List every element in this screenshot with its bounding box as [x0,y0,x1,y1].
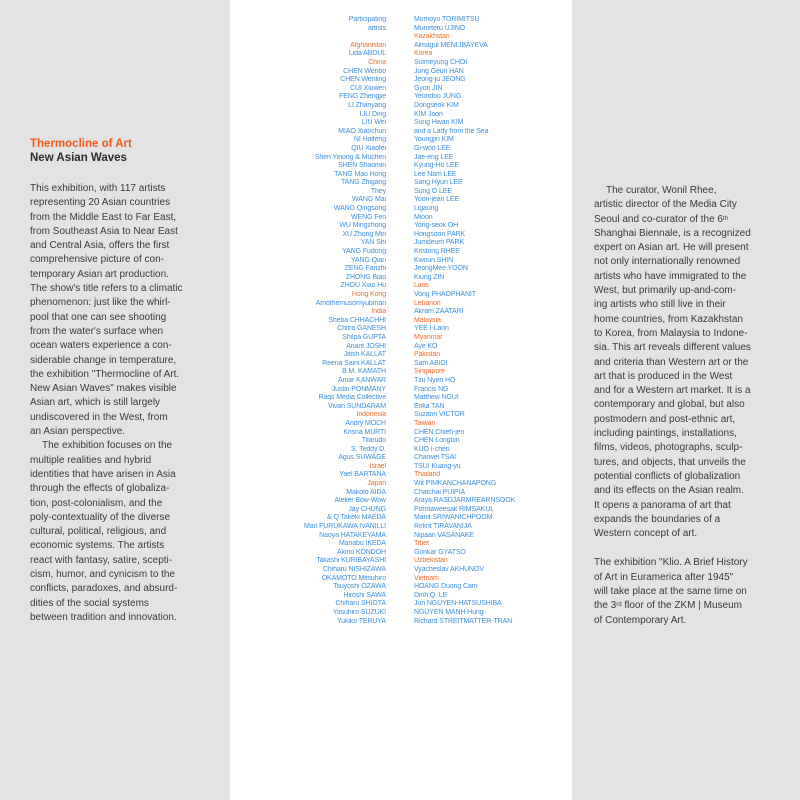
artist-name: OKAMOTO Mitsuhiro [321,574,386,582]
artist-name: ZHOU Xiao Hu [340,282,386,290]
artist-name: Lee Nam LEE [414,170,457,178]
text-line: of Contemporary Art. [594,614,687,626]
text-line: The exhibition focuses on the [42,440,173,452]
artist-name: Sang Hyun LEE [414,179,463,187]
artist-name [304,33,386,42]
text-line: from the water's surface when [30,325,164,337]
artist-name: Jun NGUYEN-HATSUSHIBA [414,600,502,608]
artist-name: Tsuyoshi OZAWA [333,583,386,591]
text-line: temporary Asian art production. [30,268,169,280]
artist-name: Kristong RHEE [414,248,460,256]
text-line: ocean waters experience a con- [30,340,172,352]
text-line: ing artists who still live in their [594,299,726,311]
artist-name: ZHONG Biao [345,273,386,281]
artist-name: XU Zhong Min [342,230,386,238]
artist-name: Sung Hwan KIM [414,119,464,127]
artist-name: Suzann VICTOR [414,411,465,419]
text-line: sia. This art reveals different values [594,342,751,354]
country-heading: Laos [414,282,429,290]
artist-name: WANG Qingsong [333,205,386,213]
artist-name: Wit PIMKANCHANAPONG [414,480,497,488]
country-heading: Japan [367,480,386,488]
text-line: and for a Western art market. It is a [594,385,751,397]
text-line: from the Middle East to Far East, [30,211,177,223]
artist-name: Charwei TSAI [414,454,456,462]
artist-name: Vivan SUNDARAM [328,402,386,410]
exhibition-subtitle: New Asian Waves [30,152,127,164]
artist-name: LI Zhanyang [348,101,386,109]
country-heading: Myanmar [414,333,443,341]
text-line: Shanghai Biennale, is a recognized [594,227,751,239]
artist-name: Porntaweesak RIMSAKUL [414,505,494,513]
artist-name: Suimeyung CHOI [414,58,468,66]
artist-name: LIU Wei [361,119,386,127]
artist-name: CUI Xiuwen [350,84,386,92]
artist-name: TANG Mao Hong [334,170,386,178]
artist-name: Participating [348,16,386,23]
text-line: conflicts, paradoxes, and absurd- [30,583,178,595]
text-line: identities that have arisen in Asia [30,468,176,480]
artist-name: Vong PHAOPHANIT [414,291,476,298]
text-line: New Asian Waves" makes visible [30,383,177,395]
artist-name: Chiharu NISHIZAWA [322,566,386,573]
text-line: pool that one can see shooting [30,311,167,323]
text-line: not only internationally renowned [594,256,741,268]
artist-name: B.M. KAMATH [342,368,386,376]
country-heading: Kazakhstan [414,33,450,41]
artist-name: QIU Xiaofei [351,144,386,152]
artist-name: Sam ABIDI [414,359,448,367]
curator-paragraph [594,184,784,541]
text-line: including paintings, installations, [594,428,737,440]
artist-name: Akino KONDOH [337,548,386,556]
country-heading: Taiwan [414,419,436,427]
country-heading: Pakistan [414,351,441,359]
artist-name: They [370,187,386,195]
artist-name: Krisna MURTI [343,428,386,436]
country-heading: Tibet [414,540,429,548]
artist-name: Richard STREITMATTER-TRAN [414,617,513,625]
artist-name: Araya RASDJARMREARNSOOK [414,497,516,505]
artist-name: Youngjin KIM [414,136,454,144]
text-line: of Art in Euramerica after 1945" [594,571,734,583]
artist-name: Yael BARTANA [339,471,386,479]
artist-name: Yukiko TERUYA [336,617,386,625]
text-line: siderable change in temperature, [30,354,177,366]
artist-name: Jitish KALLAT [343,351,386,359]
artist-name: Ligaung [414,205,439,213]
intro-text-column [30,137,216,625]
artist-name: WU Mingzhong [339,222,386,230]
artist-name: LIU Ding [359,110,386,118]
intro-paragraph [30,182,216,439]
artist-name: HOANG Duong Cam [414,583,478,591]
artist-name: Matthew NGUI [414,394,459,402]
country-heading: Singapore [414,368,446,376]
artist-name: Chatchai PUIPIA [414,488,466,496]
country-heading: Malaysia [414,316,441,324]
klio-exhibition-paragraph [594,556,784,627]
text-line: and its effects on the Asian realm. [594,485,744,497]
artist-name: Anant JOSHI [346,342,386,350]
artist-name: YAN Shi [360,239,386,247]
country-heading: Uzbekistan [414,557,448,565]
text-line: Seoul and co-curator of the 6th [594,213,728,225]
text-line: postmodern and post-ethnic art, [594,413,736,425]
artist-name: Muneteru UJINO [414,24,466,32]
artist-name: Yong-seok OH [414,222,459,230]
text-line: phenomenon: just like the whirl- [30,297,171,309]
text-line: cultural, political, religious, and [30,526,167,538]
artist-name: JeongMee YOON [414,265,468,273]
text-line: potential conflicts of globalization [594,470,741,482]
text-line: the exhibition "Thermocline of Art. [30,368,180,380]
text-line: expands the boundaries of a [594,513,721,525]
artist-name: Dongseok KIM [414,101,459,109]
artist-name: Takashi KURIBAYASHI [316,557,386,565]
focus-paragraph [30,439,216,625]
artist-name: ZENG Fanzhi [344,265,386,273]
country-heading: Hong Kong [351,291,386,298]
artist-name: SHEN Shaomin [338,162,386,170]
artist-name: NGUYEN MANH Hung [414,608,484,616]
artist-name: KIM Joon [414,110,443,118]
artist-name: Jae-eng LEE [414,153,454,161]
text-line: between tradition and innovation. [30,611,177,623]
text-line: dities of the social systems [30,597,149,609]
text-line: artists who have immigrated to the [594,270,747,282]
text-line: Western concept of art. [594,528,698,540]
text-line: This exhibition, with 117 artists [30,183,166,194]
artist-list-left-column [304,16,386,626]
artist-name: Akram ZAATARI [414,308,464,316]
artist-name: CHEN Wenling [340,76,386,84]
text-line: The show's title refers to a climatic [30,283,183,295]
text-line: The exhibition "Klio. A Brief History [594,557,748,569]
artist-name: Agus SUWAGE [338,454,386,462]
artist-name: CHEN Wenbo [343,67,386,75]
artist-name: Tzu Nyen HO [414,376,456,384]
artist-name: Jeong-ju JEONG [414,76,466,84]
artist-name: Francis NG [414,385,449,393]
artist-name: & Q Takeki MAEDA [327,514,386,522]
artist-name: Erika TAN [414,402,445,410]
text-line: the 3rd floor of the ZKM | Museum [594,600,743,612]
artist-name: Shen Yinong & Muchen [314,153,386,161]
artist-name: Sung O LEE [414,187,452,195]
artist-name: Reena Saini KALLAT [322,359,386,367]
country-heading: Korea [414,50,433,58]
text-line: poly-contextuality of the diverse [30,511,171,523]
text-line: from Southeast Asia to Near East [30,225,178,237]
text-line: and Central Asia, offers the first [30,240,170,252]
artist-name: WANG Mai [352,196,386,204]
artist-name: Jay CHUNG [348,505,386,513]
curator-text-column [594,184,784,628]
text-line: contemporary and global, but also [594,399,745,411]
artist-name: Hiroshi SAWA [343,591,386,599]
country-heading: Lebanon [414,299,441,307]
country-heading: China [368,58,386,66]
artist-name: Vyacheslav AKHUNOV [414,566,484,573]
artist-name: Kiung ZIN [414,273,445,281]
country-heading: India [371,308,386,316]
artist-name: FENG Zhengjie [339,93,386,101]
artist-list-right-column [414,16,515,626]
artist-list-panel [230,0,572,800]
artist-name: Jumdeum PARK [414,239,465,247]
artist-name: Andry MOCH [345,419,386,427]
text-line: Asian art, which is still largely [30,397,161,409]
country-heading: Indonesia [356,411,386,419]
artist-name: TSUI Kuang-yu [414,462,461,470]
text-line: artistic director of the Media City [594,199,737,211]
exhibition-title: Thermocline of Art [30,138,132,150]
artist-name: Gonkar GYATSO [414,548,466,556]
text-line: and criteria than Western art or the [594,356,749,368]
text-line: economic systems. The artists [30,540,165,552]
artist-name: Manit SRIWANICHPOOM [414,514,493,522]
artist-name: Sheba CHHACHHI [328,316,386,324]
text-line: to Korea, from Malaysia to Indone- [594,327,748,339]
text-line: West, but primarily up-and-com- [594,285,737,297]
artist-name: Mioon [414,213,433,221]
artist-name: Shilpa GUPTA [342,333,386,341]
artist-name: Kwoun SHIN [414,256,454,264]
text-line: The curator, Wonil Rhee, [606,185,717,196]
artist-name: Yeondoo JUNG [414,93,462,101]
text-line: expert on Asian art. He will present [594,242,749,254]
text-line: It opens a panorama of art that [594,499,731,511]
artist-name: Naoya HATAKEYAMA [319,531,386,539]
artist-name: YANG Qian [350,256,386,264]
text-line: tion, post-colonialism, and the [30,497,163,509]
artist-name: Almagul MENLIBAYEVA [414,41,488,49]
artist-name: Rirkrit TIRAVANIJA [414,523,472,531]
artist-name: Tilarudo [361,437,386,445]
artist-name: CHEN Chieh-jen [414,428,465,436]
artist-name: MIAO Xiaochun [338,127,386,135]
text-line: cism, humor, and cynicism to the [30,569,176,581]
artist-name: YEE I-Lann [414,325,449,333]
artist-name: WENG Fen [351,213,386,221]
artist-name: Chiharu SHIOTA [335,600,386,608]
country-heading: Thailand [414,471,441,479]
country-heading: Israel [369,462,386,470]
artist-name: Makoto AIDA [346,488,386,496]
artist-name: YANG Fudong [342,248,386,256]
text-line: films, videos, photographs, sculp- [594,442,743,454]
artist-name: artists [368,24,386,32]
artist-name: Lida ABDUL [348,50,386,58]
artist-name: Atelier Bow-Wow [334,497,386,505]
artist-name: Dinh Q. LÊ [414,591,448,599]
artist-name: NI Haifeng [353,136,386,144]
country-heading: Afghanistan [350,41,386,49]
artist-name: Chitra GANESH [337,325,386,333]
artist-name: Amar KANWAR [337,376,386,384]
text-line: representing 20 Asian countries [30,197,171,209]
text-line: react with fantasy, satire, scepti- [30,554,173,566]
artist-name: Manabu IKEDA [338,540,386,548]
artist-name: Gyon JIN [414,84,443,92]
artist-name: Mari FURUKAWA IVANILLI [304,523,386,531]
text-line: will take place at the same time on [594,586,747,598]
text-line: home countries, from Kazakhstan [594,313,743,325]
artist-name: CHEN Longbin [414,437,460,445]
artist-name: Yasuhiro SUZUKI [332,608,386,616]
artist-name: Jong Geun HAN [414,67,464,75]
artist-name: Nipaan VASANAKE [414,531,474,539]
artist-name: TANG Zhigang [341,179,386,187]
artist-name: Raqs Media Collective [318,394,386,402]
artist-name: Kyung-Ho LEE [414,162,460,170]
text-line: through the effects of globaliza- [30,483,170,495]
text-line: tures, and objects, that unveils the [594,456,746,468]
text-line: an Asian perspective. [30,426,126,438]
artist-name: Justin PONMANY [331,385,386,393]
text-line: comprehensive picture of con- [30,254,164,266]
text-line: multiple realities and hybrid [30,454,152,466]
country-heading: Vietnam [414,574,439,582]
artist-name: Momoyo TORIMITSU [414,16,480,23]
artist-name: KUO I-chen [414,445,450,453]
artist-name: S. Teddy D. [351,445,386,453]
text-line: undiscovered in the West, from [30,411,168,423]
artist-name: Gi-woo LEE [414,144,451,152]
artist-name: Yoon-jean LEE [414,196,460,204]
text-line: art that is produced in the West [594,370,733,382]
artist-name: Amothemusomyubman [315,299,386,307]
artist-name: Hongsoon PARK [414,230,466,238]
artist-name: Aye KO [414,342,438,350]
artist-name: and a Lady from the Sea [414,127,489,135]
